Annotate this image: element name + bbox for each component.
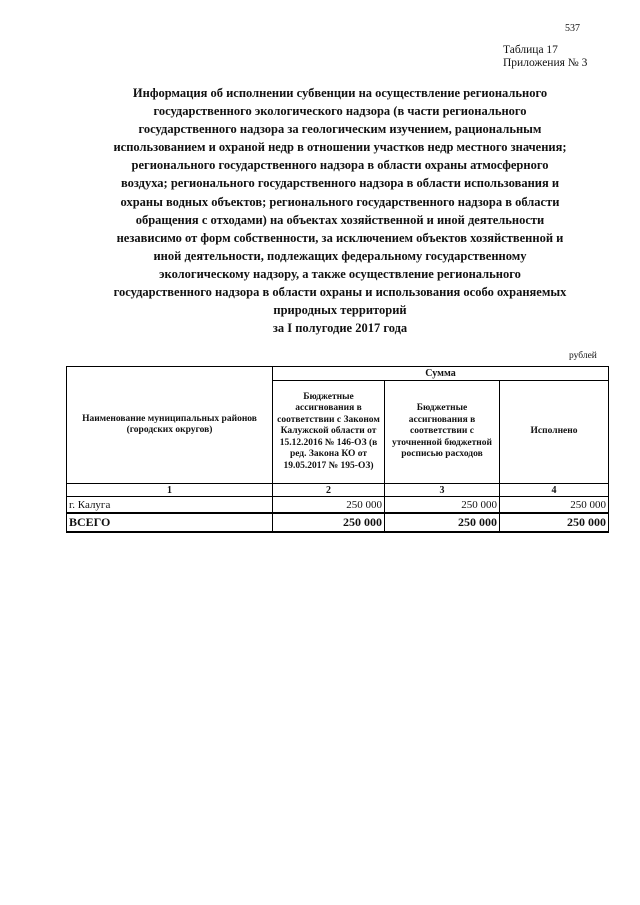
col-number: 3 (385, 484, 500, 497)
total-col3-value: 250 000 (385, 513, 500, 532)
row-col4-value: 250 000 (500, 497, 609, 514)
units-label: рублей (569, 351, 597, 361)
table-label: Таблица 17 (503, 44, 558, 56)
document-title (60, 84, 620, 337)
col4-header: Исполнено (500, 381, 609, 484)
attachment-label (503, 44, 587, 70)
title-line: государственного надзора за геологическим изучением, рациональным (138, 122, 542, 137)
title-line: природных территорий (273, 303, 407, 318)
title-line: обращения с отходами) на объектах хозяйственной и иной деятельности (135, 212, 545, 227)
col-number: 1 (67, 484, 273, 497)
total-label: ВСЕГО (67, 513, 273, 532)
sum-header: Сумма (273, 367, 609, 381)
title-line: государственного надзора в области охраны и использования особо охраняемых (113, 285, 567, 300)
col2-header: Бюджетные ассигнования в соответствии с Законом Калужской области от 15.12.2016 № 146-ОЗ (в ред. Закона КО от 19.05.2017 № 195-ОЗ) (273, 381, 385, 484)
page-number: 537 (565, 23, 580, 34)
col-number: 4 (500, 484, 609, 497)
title-line: регионального государственного надзора в области охраны атмосферного (131, 158, 549, 173)
title-line: экологическому надзору, а также осуществление регионального (159, 266, 521, 281)
title-line: государственного экологического надзора (в части регионального (153, 104, 527, 119)
row-name: г. Калуга (67, 497, 273, 514)
total-row (67, 513, 609, 532)
col-number: 2 (273, 484, 385, 497)
appendix-label: Приложения № 3 (503, 57, 588, 69)
title-line: Информация об исполнении субвенции на осуществление регионального (132, 86, 548, 100)
subvention-table (66, 366, 609, 533)
title-line: охраны водных объектов; регионального государственного надзора в области (120, 194, 560, 209)
row-col3-value: 250 000 (385, 497, 500, 514)
row-col2-value: 250 000 (273, 497, 385, 514)
title-line: использованием и охраной недр в отношении участков недр местного значения; (113, 140, 567, 155)
total-col2-value: 250 000 (273, 513, 385, 532)
col3-header: Бюджетные ассигнования в соответствии с уточненной бюджетной росписью расходов (385, 381, 500, 484)
title-line: иной деятельности, подлежащих федеральному государственному (153, 248, 527, 263)
title-period: за I полугодие 2017 года (272, 321, 408, 336)
title-line: воздуха; регионального государственного надзора в области использования и (120, 176, 560, 191)
total-col4-value: 250 000 (500, 513, 609, 532)
title-line: независимо от форм собственности, за исключением объектов хозяйственной и (116, 230, 564, 245)
table-row (67, 497, 609, 514)
col-name-header: Наименование муниципальных районов (городских округов) (67, 367, 273, 484)
